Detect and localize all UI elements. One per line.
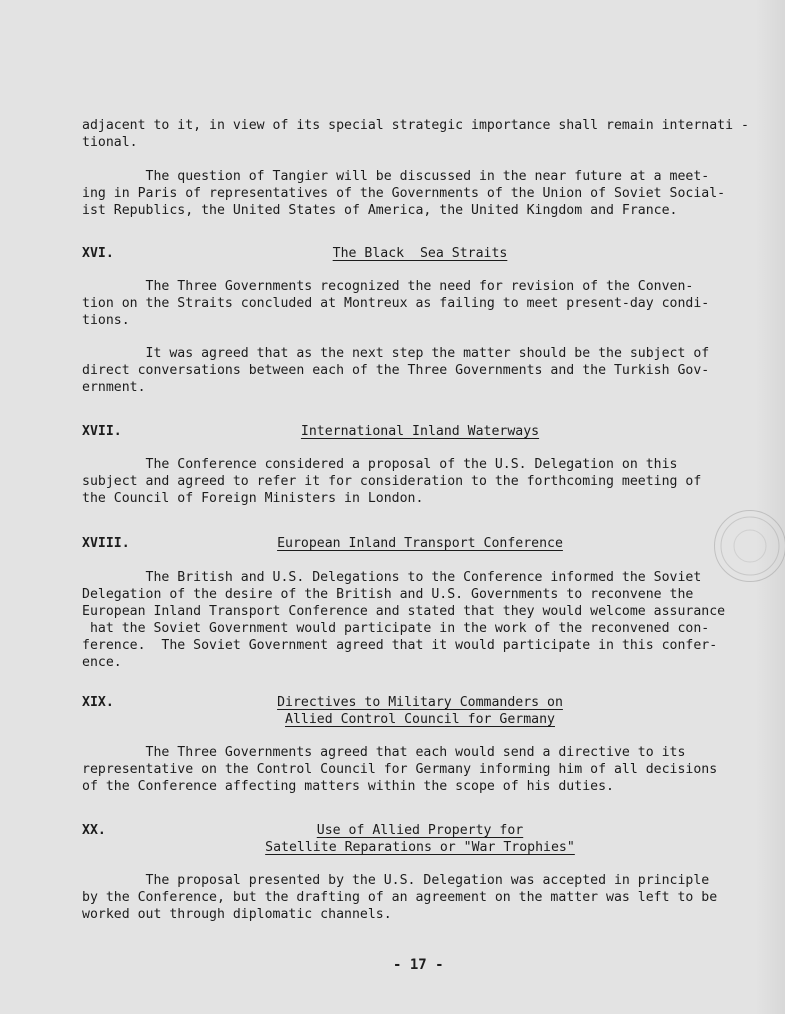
section-title: International Inland Waterways: [300, 424, 540, 439]
section-title: Use of Allied Property for: [316, 823, 524, 838]
paragraph-line: tion on the Straits concluded at Montreux as failing to meet present-day condi-: [82, 296, 710, 311]
paragraph-line: ference. The Soviet Government agreed that it would participate in this confer-: [82, 638, 718, 653]
paragraph-line: ist Republics, the United States of America, the United Kingdom and France.: [82, 203, 678, 218]
section-title: European Inland Transport Conference: [277, 536, 563, 551]
paragraph-line: The proposal presented by the U.S. Delegation was accepted in principle: [82, 873, 710, 888]
paragraph-line: The British and U.S. Delegations to the Conference informed the Soviet: [82, 570, 702, 585]
section-number: XVII.: [82, 424, 122, 439]
paragraph-line: worked out through diplomatic channels.: [82, 907, 392, 922]
paragraph-line: by the Conference, but the drafting of an agreement on the matter was left to be: [82, 890, 718, 905]
paragraph-line: ing in Paris of representatives of the Governments of the Union of Soviet Social-: [82, 186, 726, 201]
section-number: XX.: [82, 823, 106, 838]
paragraph-line: European Inland Transport Conference and stated that they would welcome assurance: [82, 604, 726, 619]
library-stamp: [714, 510, 785, 582]
paragraph-line: The Three Governments recognized the need for revision of the Conven-: [82, 279, 694, 294]
paragraph-line: the Council of Foreign Ministers in London.: [82, 491, 424, 506]
paragraph-line: The question of Tangier will be discussed in the near future at a meet-: [82, 169, 710, 184]
section-number: XVI.: [82, 246, 114, 261]
section-title: Allied Control Council for Germany: [285, 712, 555, 727]
paragraph-line: It was agreed that as the next step the matter should be the subject of: [82, 346, 710, 361]
section-title: The Black Sea Straits: [332, 246, 508, 261]
paragraph-line: The Three Governments agreed that each would send a directive to its: [82, 745, 686, 760]
section-title: Satellite Reparations or "War Trophies": [265, 840, 575, 855]
section-number: XVIII.: [82, 536, 130, 551]
stamp-icon: [715, 511, 785, 581]
paragraph-line: ence.: [82, 655, 122, 670]
paragraph-line: adjacent to it, in view of its special strategic importance shall remain internati -: [82, 118, 749, 133]
paragraph-line: Delegation of the desire of the British and U.S. Governments to reconvene the: [82, 587, 694, 602]
paragraph-line: direct conversations between each of the Three Governments and the Turkish Gov-: [82, 363, 710, 378]
paragraph-line: of the Conference affecting matters within the scope of his duties.: [82, 779, 614, 794]
page-edge-shadow: [755, 0, 785, 1014]
paragraph-line: subject and agreed to refer it for consideration to the forthcoming meeting of: [82, 474, 702, 489]
paragraph-line: hat the Soviet Government would participate in the work of the reconvened con-: [82, 621, 710, 636]
paragraph-line: ernment.: [82, 380, 146, 395]
paragraph-line: tional.: [82, 135, 138, 150]
section-title: Directives to Military Commanders on: [277, 695, 563, 710]
paragraph-line: The Conference considered a proposal of the U.S. Delegation on this: [82, 457, 678, 472]
paragraph-line: representative on the Control Council for Germany informing him of all decisions: [82, 762, 718, 777]
page-number: - 17 -: [393, 957, 444, 973]
paragraph-line: tions.: [82, 313, 130, 328]
section-number: XIX.: [82, 695, 114, 710]
